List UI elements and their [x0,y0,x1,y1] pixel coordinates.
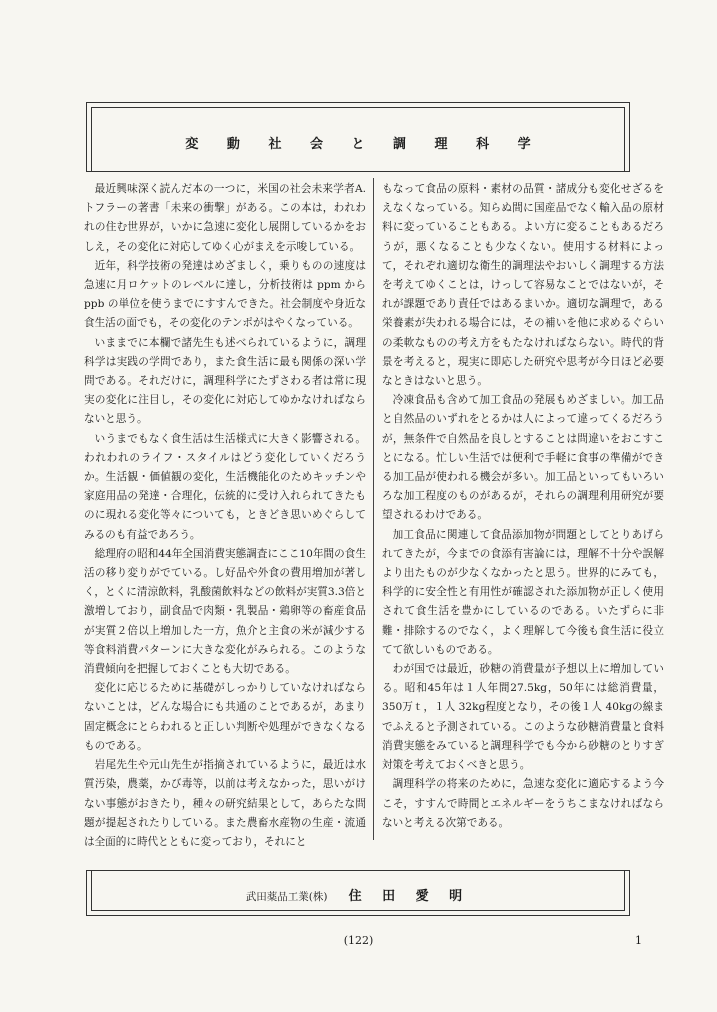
paragraph: わが国では最近，砂糖の消費量が予想以上に増加している。昭和45年は１人年間27.5kg，50年には総消費量，350万ｔ，１人 32kg程度となり，その後１人 40kgの線までふえると予測されている。このような砂糖消費量と食料消費実態をみていると調理科学でも今から砂糖のとりすぎ対策を考えておくべきと思う。 [382,663,664,772]
page-number: (122) [343,934,374,947]
page-index: 1 [635,934,642,947]
paragraph: 最近興味深く読んだ本の一つに，米国の社会未来学者A.トフラーの著書「未来の衝撃」がある。この本は，われわれの住む世界が，いかに急速に変化し展開しているかをおしえ，その変化に対応してゆく心がまえを示唆している。 [84,183,366,253]
column-divider [373,178,374,840]
article-title: 変 動 社 会 と 調 理 科 学 [185,137,543,152]
paragraph: 総理府の昭和44年全国消費実態調査にここ10年間の食生活の移り変りがでている。し好品や外食の費用増加が著しく，とくに清涼飲料，乳酸菌飲料などの飲料が実質3.3倍と激増しており，副食品で肉類・乳製品・鶏卵等の畜産食品が実質２倍以上増加した一方，魚介と主食の米が減少する等食料消費パターンに大きな変化がみられる。このような消費傾向を把握しておくことも大切である。 [84,547,366,676]
paragraph-continued: もなって食品の原料・素材の品質・諸成分も変化せざるをえなくなっている。知らぬ間に国産品でなく輸入品の原材料に変っていることもある。よい方に変ることもあるだろうが，悪くなることも少なくない。使用する材料によって，それぞれ適切な衛生的調理法やおいしく調理する方法を考えてゆくことは，けっして容易なことではないが，それが課題であり責任ではあるまいか。適切な調理で，ある栄養素が失われる場合には，その補いを他に求めるぐらいの柔軟なものの考え方をもたなければならない。時代的背景を考えると，現実に即応した研究や思考が今日ほど必要なときはないと思う。 [382,183,664,388]
author-name: 住 田 愛 明 [348,889,471,904]
author-affiliation: 武田薬品工業(株) [245,891,328,903]
paragraph: 加工食品に関連して食品添加物が問題としてとりあげられてきたが，今までの食添有害論には，理解不十分や誤解より出たものが少なくなかったと思う。世界的にみても，科学的に安全性と有用性が確認された添加物が正しく使用されて食生活を豊かにしているのである。いたずらに非難・排除するのでなく，よく理解して今後も食生活に役立てて欲しいものである。 [382,528,664,656]
author-line [87,885,629,904]
paragraph: いうまでもなく食生活は生活様式に大きく影響される。われわれのライフ・スタイルはどう変化していくだろうか。生活観・価値観の変化，生活機能化のためキッチンや家庭用品の発達・合理化，伝統的に受け入れられてきたものに現れる変化等々についても，ときどき思いめぐらしてみるのも有益であろう。 [84,432,366,541]
author-frame [86,870,630,916]
left-column [84,180,366,848]
paragraph: いままでに本欄で諸先生も述べられているように，調理科学は実践の学問であり，また食生活に最も関係の深い学問である。それだけに，調理科学にたずさわる者は常に現実の変化に注目し，その変化に対応してゆかなければならないと思う。 [84,336,366,426]
paragraph: 変化に応じるために基礎がしっかりしていなければならないことは，どんな場合にも共通のことであるが，あまり固定概念にとらわれると正しい判断や処理ができなくなるものである。 [84,682,366,752]
title-frame [86,102,630,172]
paragraph: 冷凍食品も含めて加工食品の発展もめざましい。加工品と自然品のいずれをとるかは人によって違ってくるだろうが，無条件で自然品を良しとすることは問違いをおこすことになる。忙しい生活では便利で手軽に食事の準備ができる加工品が使われる機会が多い。加工品といってもいろいろな加工程度のものがあるが，それらの調理利用研究が要望されるわけである。 [382,394,664,522]
right-column [382,180,664,838]
paragraph: 調理科学の将来のために，急速な変化に適応するよう今こそ，すすんで時間とエネルギーをうちこまなければならないと考える次第である。 [382,778,664,829]
paragraph: 岩尾先生や元山先生が指摘されているように，最近は水質汚染，農薬，かび毒等，以前は考えなかった，思いがけない事態がおきたり，種々の研究結果として，あらたな問題が提起されたりしている。また農畜水産物の生産・流通は全面的に時代とともに変っており，それにと [84,759,366,848]
paragraph: 近年，科学技術の発達はめざましく，乗りものの速度は急速に月ロケットのレベルに達し，分析技術は ppm から ppb の単位を使うまでにすすんできた。社会制度や身近な食生活の面でも，その変化のテンポがはやくなっている。 [84,259,366,330]
